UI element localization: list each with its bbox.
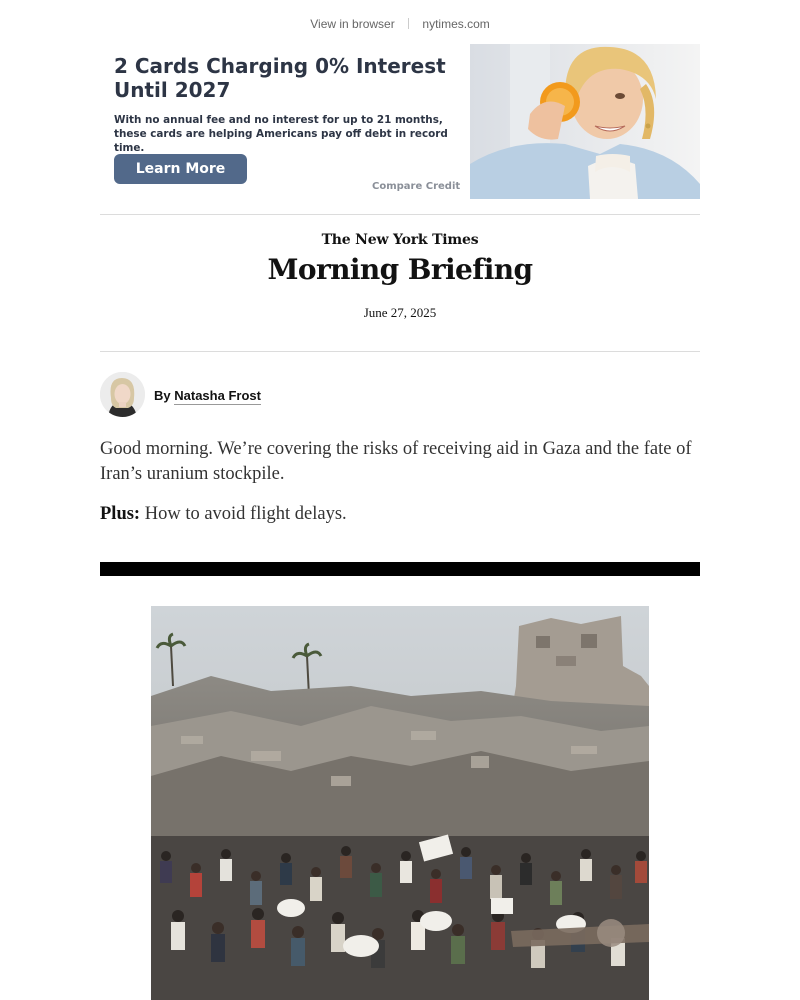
issue-date: June 27, 2025 (363, 305, 437, 320)
newsletter-title: Morning Briefing (267, 253, 533, 286)
plus-paragraph (100, 502, 700, 527)
author-link[interactable]: Natasha Frost (174, 388, 261, 403)
top-links (0, 17, 800, 31)
author-avatar-image (100, 372, 145, 417)
intro-paragraph: Good morning. We’re covering the risks of receiving aid in Gaza and the fate of Iran’s uranium stockpile. (100, 439, 692, 484)
author-avatar (100, 372, 145, 417)
divider-top (100, 214, 700, 215)
masthead-logo[interactable]: The New York Times (321, 232, 479, 248)
byline (154, 388, 261, 403)
crowd-rubble-photo (151, 606, 649, 1000)
link-divider (408, 18, 409, 29)
nytimes-link[interactable]: nytimes.com (422, 17, 490, 31)
ad-body-text: With no annual fee and no interest for up to 21 months, these cards are helping Americans pay off debt in record time. (114, 114, 448, 154)
plus-text: How to avoid flight delays. (144, 504, 347, 524)
ad-woman-photo (470, 44, 700, 199)
view-in-browser-link[interactable]: View in browser (310, 17, 395, 31)
divider-masthead (100, 351, 700, 352)
ad-sponsor: Compare Credit (372, 181, 461, 192)
section-divider-bar (100, 562, 700, 576)
lead-photo[interactable] (151, 606, 649, 1000)
byline-prefix: By (154, 388, 171, 403)
advertisement[interactable] (100, 44, 700, 199)
plus-label: Plus: (100, 504, 141, 524)
learn-more-button[interactable]: Learn More (114, 154, 247, 184)
ad-headline: 2 Cards Charging 0% Interest Until 2027 (114, 54, 446, 102)
